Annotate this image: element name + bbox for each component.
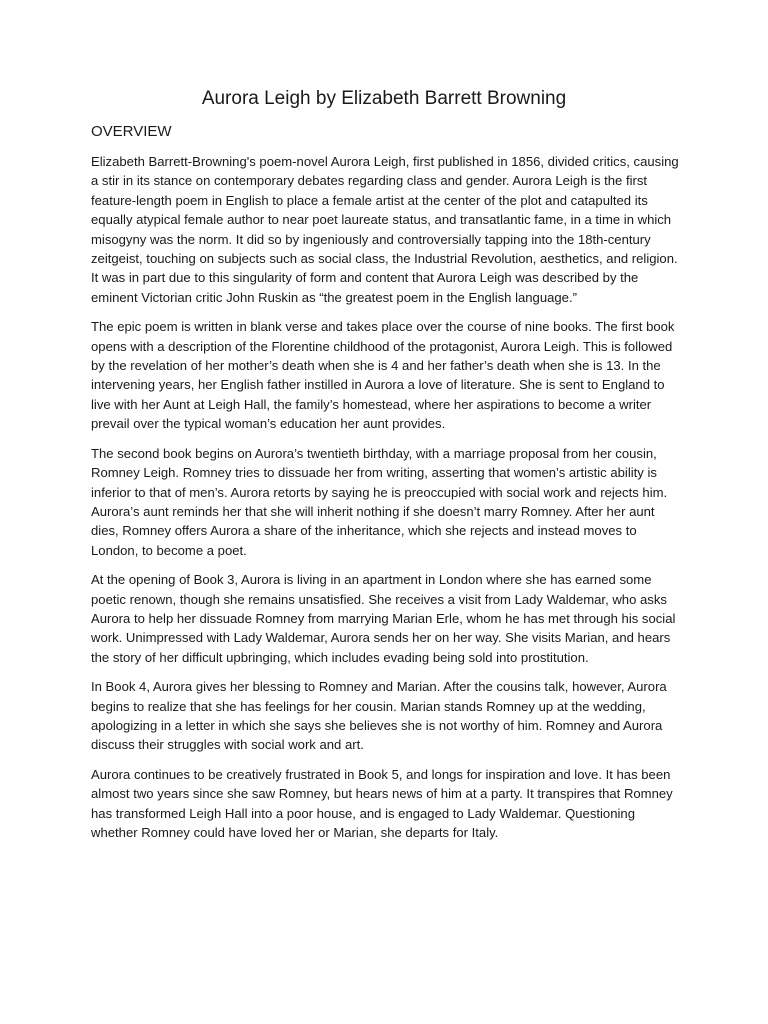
paragraph-book-2: The second book begins on Aurora’s twentieth birthday, with a marriage proposal from her cousin, Romney Leigh. Romney tries to dissuade her from writing, asserting that women’s artistic ability is inferior to that of men’s. Aurora retorts by saying he is preoccupied with social work and rejects him. Aurora’s aunt reminds her that she will inherit nothing if she doesn’t marry Romney. After her aunt dies, Romney offers Aurora a share of the inheritance, which she rejects and instead moves to London, to become a poet.: [91, 445, 668, 558]
document-title: Aurora Leigh by Elizabeth Barrett Browning: [201, 88, 567, 109]
paragraph-book-5: Aurora continues to be creatively frustrated in Book 5, and longs for inspiration and love. It has been almost two years since she saw Romney, but hears news of him at a party. It transpires that Romney has transformed Leigh Hall into a poor house, and is engaged to Lady Waldemar. Questioning whether Romney could have loved her or Marian, she departs for Italy.: [91, 766, 673, 840]
paragraph-book-3: At the opening of Book 3, Aurora is living in an apartment in London where she has earned some poetic renown, though she remains unsatisfied. She receives a visit from Lady Waldemar, who asks Aurora to help her dissuade Romney from marrying Marian Erle, whom he has met through his social work. Unimpressed with Lady Waldemar, Aurora sends her on her way. She visits Marian, and hears the story of her difficult upbringing, which includes evading being sold into prostitution.: [91, 572, 676, 665]
section-heading-overview: OVERVIEW: [91, 123, 172, 140]
paragraph-book-1: The epic poem is written in blank verse and takes place over the course of nine books. The first book opens with a description of the Florentine childhood of the protagonist, Aurora Leigh. This is followed by the revelation of her mother’s death when she is 4 and her father’s death when she is 13. In the intervening years, her English father instilled in Aurora a love of literature. She is sent to England to live with her Aunt at Leigh Hall, the family’s homestead, where her aspirations to become a writer prevail over the typical woman’s education her aunt provides.: [91, 319, 675, 432]
paragraph-intro: Elizabeth Barrett-Browning's poem-novel Aurora Leigh, first published in 1856, divided critics, causing a stir in its stance on contemporary debates regarding class and gender. Aurora Leigh is the first feature-length poem in English to place a female artist at the center of the plot and catapulted its equally atypical female author to near poet laureate status, and transatlantic fame, in a time in which misogyny was the norm. It did so by ingeniously and controversially tapping into the 18th-century zeitgeist, touching on subjects such as social class, the Industrial Revolution, aesthetics, and religion. It was in part due to this singularity of form and content that Aurora Leigh was described by the eminent Victorian critic John Ruskin as “the greatest poem in the English language.”: [91, 154, 679, 305]
paragraph-book-4: In Book 4, Aurora gives her blessing to Romney and Marian. After the cousins talk, however, Aurora begins to realize that she has feelings for her cousin. Marian stands Romney up at the wedding, apologizing in a letter in which she says she believes she is not worthy of him. Romney and Aurora discuss their struggles with social work and art.: [91, 679, 667, 753]
document-body: [91, 152, 681, 852]
